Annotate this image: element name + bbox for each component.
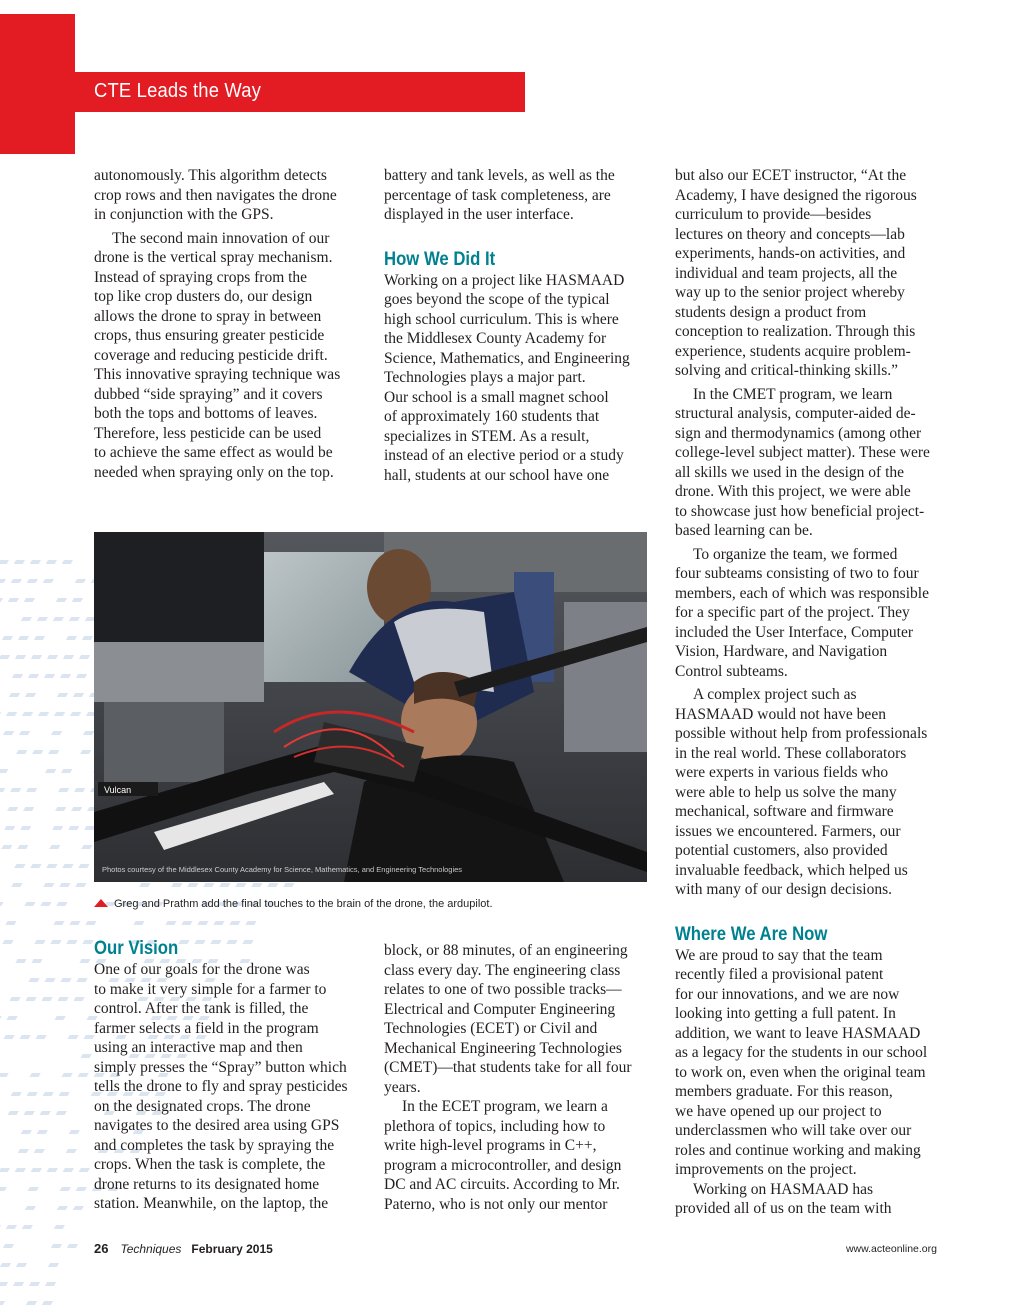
paragraph: The second main innovation of our drone is the vertical spray mechanism. Instead of spraying crops from the top like crop dusters do, our design allows the drone to spray in between crops, thus ensuring greater pesticide coverage and reducing pesticide drift. This innovative spraying technique was dubbed “side spraying” and it covers both the tops and bottoms of leaves. Therefore, less pesticide can be used to achieve the same effect as would be needed when spraying only on the top. bbox=[94, 229, 341, 481]
photo-illustration bbox=[94, 532, 647, 882]
paragraph: Working on a project like HASMAAD goes beyond the scope of the typical high school curriculum. This is where the Middlesex County Academy for Science, Mathematics, and Engineering Technologies plays a major part. bbox=[384, 271, 630, 386]
page-number: 26 bbox=[94, 1241, 109, 1256]
column-1-top bbox=[94, 166, 356, 482]
photo-students-with-drone bbox=[94, 532, 647, 882]
paragraph: In the CMET program, we learn structural analysis, computer-aided de- sign and thermodynamics (among other college-level subject matter). These were all skills we used in the design of the drone. With this project, we were able to showcase just how beneficial project- based learning can be. bbox=[675, 385, 930, 539]
drone-label-vulcan: Vulcan bbox=[104, 785, 132, 795]
paragraph: Working on HASMAAD has provided all of us on the team with bbox=[675, 1180, 892, 1217]
paragraph: autonomously. This algorithm detects crop rows and then navigates the drone in conjunction with the GPS. bbox=[94, 167, 337, 223]
photo-credit: Photos courtesy of the Middlesex County Academy for Science, Mathematics, and Engineering Technologies bbox=[102, 865, 463, 874]
column-2-bottom bbox=[384, 941, 654, 1214]
red-accent-bar bbox=[0, 14, 75, 154]
paragraph: A complex project such as HASMAAD would not have been possible without help from professionals in the real world. These collaborators were experts in various fields who were able to help us solve the many mechanical, software and firmware issues we encountered. Farmers, our potential customers, also provided invaluable feedback, which helped us with many of our design decisions. bbox=[675, 686, 928, 898]
column-3 bbox=[675, 166, 945, 1219]
issue-date: February 2015 bbox=[191, 1242, 273, 1256]
paragraph: block, or 88 minutes, of an engineering class every day. The engineering class relates to one of two possible tracks— Electrical and Computer Engineering Technologies (ECET) or Civil and Mechanical Engineering Technologies (CMET)—that students take for all four years. bbox=[384, 942, 632, 1096]
column-1-bottom bbox=[94, 938, 364, 1214]
paragraph: To organize the team, we formed four subteams consisting of two to four members, each of which was responsible for a specific part of the project. They included the User Interface, Computer Vision, Hardware, and Navigation Control subteams. bbox=[675, 545, 929, 680]
paragraph: We are proud to say that the team recently filed a provisional patent for our innovations, and we are now looking into getting a full patent. In addition, we want to leave HASMAAD as a legacy for the students in our school to work on, even when the original team members graduate. For this reason, we have opened up our project to underclassmen who will take over our roles and continue working and making improvements on the project. bbox=[675, 946, 928, 1178]
footer-url: www.acteonline.org bbox=[845, 1243, 937, 1255]
paragraph: Our school is a small magnet school of approximately 160 students that specializes in STEM. As a result, instead of an elective period or a study hall, students at our school have one bbox=[384, 388, 624, 484]
section-heading-how-we-did-it: How We Did It bbox=[384, 248, 496, 270]
section-heading-our-vision: Our Vision bbox=[94, 938, 179, 959]
triangle-icon bbox=[94, 899, 108, 907]
section-title: CTE Leads the Way bbox=[94, 80, 262, 102]
magazine-name: Techniques bbox=[120, 1242, 182, 1256]
paragraph: but also our ECET instructor, “At the Academy, I have designed the rigorous curriculum to provide—besides lectures on theory and concepts—lab experiments, hands-on activities, and individual and team projects, all the way up to the senior project whereby students design a product from conception to realization. Through this experience, students acquire problem- solving and critical-thinking skills.” bbox=[675, 167, 917, 379]
column-2-top bbox=[384, 166, 654, 485]
section-heading-where-we-are-now: Where We Are Now bbox=[675, 923, 828, 945]
photo-caption: Greg and Prathm add the final touches to the brain of the drone, the ardupilot. bbox=[94, 898, 493, 910]
paragraph: In the ECET program, we learn a plethora of topics, including how to write high-level programs in C++, program a microcontroller, and design DC and AC circuits. According to Mr. Paterno, who is not only our mentor bbox=[384, 1098, 622, 1213]
footer-left bbox=[94, 1241, 273, 1256]
paragraph: One of our goals for the drone was to make it very simple for a farmer to control. After the tank is filled, the farmer selects a field in the program using an interactive map and then simply presses the “Spray” button which tells the drone to fly and spray pesticides on the designated crops. The drone navigates to the desired area using GPS and completes the task by spraying the crops. When the task is complete, the drone returns to its designated home station. Meanwhile, on the laptop, the bbox=[94, 961, 348, 1212]
paragraph: battery and tank levels, as well as the percentage of task completeness, are displayed in the user interface. bbox=[384, 167, 615, 223]
